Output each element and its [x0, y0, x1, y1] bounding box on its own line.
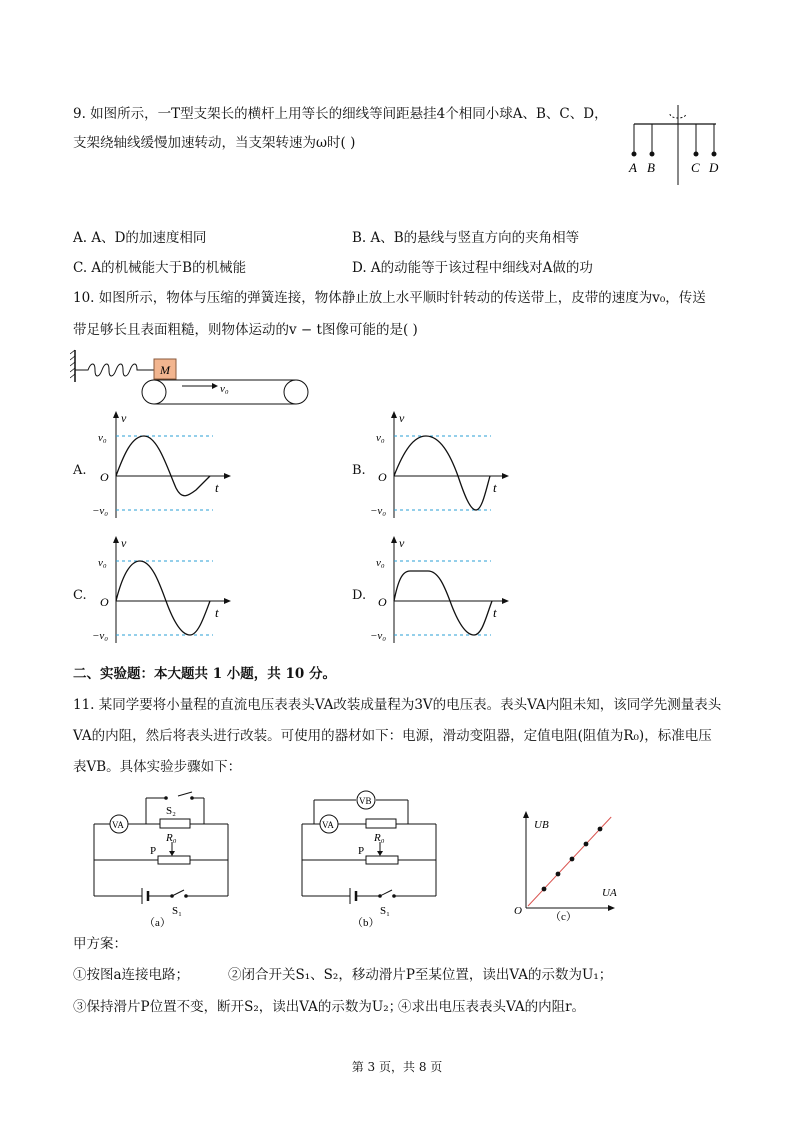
v0-label: v₀	[98, 557, 107, 569]
step-4: ④求出电压表表头VA的内阻r。	[398, 999, 586, 1015]
plan-label: 甲方案：	[73, 936, 127, 952]
step-1: ①按图a连接电路；	[73, 967, 190, 983]
neg-v0-label: −v₀	[370, 505, 387, 517]
origin-label: O	[100, 470, 109, 484]
q9-option-b: B. A、B的悬线与竖直方向的夹角相等	[352, 230, 580, 246]
neg-v0-label: −v₀	[92, 630, 109, 642]
circuit-a	[88, 790, 238, 930]
neg-v0-label: −v₀	[92, 505, 109, 517]
page-footer: 第 3 页，共 8 页	[351, 1060, 443, 1074]
data-point	[598, 827, 603, 832]
vt-graph-d	[366, 535, 526, 647]
q10-spring-belt-figure	[70, 348, 315, 410]
slider-p-label: P	[358, 845, 365, 857]
q9-option-a: A. A、D的加速度相同	[73, 230, 207, 246]
q11-stem-line1: 11. 某同学要将小量程的直流电压表表头VA改装成量程为3V的电压表。表头VA内阻未知，该同学先测量表头	[73, 697, 722, 713]
neg-v0-label: −v₀	[370, 630, 387, 642]
q10-option-d-label: D.	[352, 588, 367, 603]
t-axis-label: t	[215, 480, 219, 495]
q10-option-c-label: C.	[73, 588, 87, 603]
data-point	[584, 842, 589, 847]
q11-stem-line2: VA的内阻，然后将表头进行改装。可使用的器材如下：电源，滑动变阻器，定值电阻(阻值为R₀)，标准电压	[73, 728, 712, 744]
t-axis-label: t	[493, 480, 497, 495]
data-point	[542, 887, 547, 892]
ub-axis-label: UB	[534, 819, 549, 831]
origin-label: O	[378, 595, 387, 609]
step-3: ③保持滑片P位置不变，断开S₂，读出VA的示数为U₂；	[73, 999, 403, 1015]
q10-option-b-label: B.	[352, 463, 366, 478]
q11-stem-line3: 表VB。具体实验步骤如下：	[73, 759, 242, 775]
q9-stem-line2: 支架绕轴线缓慢加速转动，当支架转速为ω时( )	[73, 135, 356, 151]
ua-axis-label: UA	[602, 887, 617, 899]
q10-stem-line2: 带足够长且表面粗糙，则物体运动的v − t图像可能的是( )	[73, 322, 418, 338]
v0-label: v₀	[376, 432, 385, 444]
voltmeter-vb-label: VB	[359, 796, 372, 806]
v0-label: v₀	[376, 557, 385, 569]
ball-label-c: C	[691, 160, 700, 175]
slider-p-label: P	[150, 845, 157, 857]
switch-s1-label: S₁	[380, 905, 390, 917]
caption-a: （a）	[144, 917, 171, 929]
v-axis-label: v	[121, 411, 127, 425]
circuit-b	[296, 790, 446, 930]
origin-label: O	[514, 905, 522, 917]
t-axis-label: t	[493, 605, 497, 620]
q9-option-c: C. A的机械能大于B的机械能	[73, 260, 247, 276]
q10-option-a-label: A.	[73, 463, 87, 478]
origin-label: O	[378, 470, 387, 484]
v-axis-label: v	[121, 536, 127, 550]
switch-s2-label: S₂	[166, 805, 176, 817]
vt-graph-a	[88, 410, 248, 522]
block-m-label: M	[160, 363, 170, 377]
voltmeter-va-label: VA	[322, 820, 334, 830]
origin-label: O	[100, 595, 109, 609]
caption-b: （b）	[352, 917, 380, 929]
q9-t-frame-figure	[620, 100, 730, 190]
q9-stem-line1: 9. 如图所示，一T型支架长的横杆上用等长的细线等间距悬挂4个相同小球A、B、C、D，	[73, 106, 608, 122]
q10-stem-line1: 10. 如图所示，物体与压缩的弹簧连接，物体静止放上水平顺时针转动的传送带上，皮带的速度为v₀，传送	[73, 290, 706, 306]
ball-label-b: B	[647, 160, 655, 175]
voltmeter-va-label: VA	[112, 820, 124, 830]
data-point	[556, 872, 561, 877]
resistor-r0-label: R₀	[374, 832, 385, 844]
section-heading: 二、实验题：本大题共 1 小题，共 10 分。	[73, 666, 336, 682]
data-point	[570, 857, 575, 862]
caption-c: （c）	[550, 911, 577, 922]
vt-graph-b	[366, 410, 526, 522]
q9-option-d: D. A的动能等于该过程中细线对A做的功	[352, 260, 593, 276]
v-axis-label: v	[399, 536, 405, 550]
resistor-r0-label: R₀	[166, 832, 177, 844]
v0-label: v₀	[98, 432, 107, 444]
step-2: ②闭合开关S₁、S₂，移动滑片P至某位置，读出VA的示数为U₁；	[228, 967, 613, 983]
switch-s1-label: S₁	[172, 905, 182, 917]
vt-graph-c	[88, 535, 248, 647]
ub-ua-graph	[510, 808, 620, 922]
ball-label-d: D	[709, 160, 719, 175]
t-axis-label: t	[215, 605, 219, 620]
ball-label-a: A	[629, 160, 637, 175]
belt-velocity-label: v₀	[220, 383, 229, 395]
v-axis-label: v	[399, 411, 405, 425]
